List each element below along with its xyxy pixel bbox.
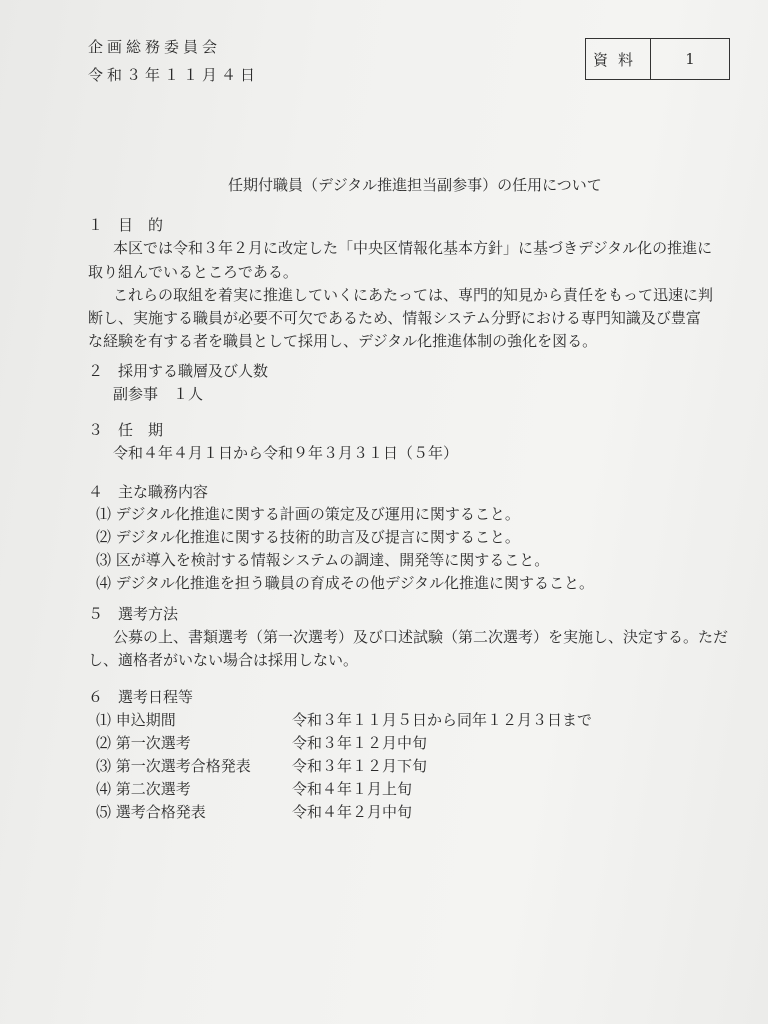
schedule-date: 令和３年１２月下旬 bbox=[292, 757, 428, 775]
section-5-heading: ５ 選考方法 bbox=[88, 605, 179, 623]
committee-name: 企画総務委員会 bbox=[88, 38, 222, 56]
section-1-paragraph-1-line-1: 本区では令和３年２月に改定した「中央区情報化基本方針」に基づきデジタル化の推進に bbox=[113, 239, 713, 257]
section-4-item: ⑴ デジタル化推進に関する計画の策定及び運用に関すること。 bbox=[96, 505, 520, 523]
schedule-label: ⑶ 第一次選考合格発表 bbox=[96, 757, 251, 775]
section-2-body: 副参事 １人 bbox=[113, 385, 204, 403]
schedule-date: 令和４年２月中旬 bbox=[292, 803, 413, 821]
section-1-heading: １ 目 的 bbox=[88, 216, 164, 234]
material-number-box bbox=[585, 38, 730, 80]
section-4-item: ⑶ 区が導入を検討する情報システムの調達、開発等に関すること。 bbox=[96, 551, 550, 569]
schedule-label: ⑷ 第二次選考 bbox=[96, 780, 191, 798]
document-title: 任期付職員（デジタル推進担当副参事）の任用について bbox=[228, 176, 602, 194]
section-6-heading: ６ 選考日程等 bbox=[88, 688, 194, 706]
section-2-heading: ２ 採用する職層及び人数 bbox=[88, 362, 269, 380]
section-4-item: ⑷ デジタル化推進を担う職員の育成その他デジタル化推進に関すること。 bbox=[96, 574, 594, 592]
section-4-item: ⑵ デジタル化推進に関する技術的助言及び提言に関すること。 bbox=[96, 528, 520, 546]
section-1-paragraph-2-line-1: これらの取組を着実に推進していくにあたっては、専門的知見から責任をもって迅速に判 bbox=[113, 286, 714, 304]
section-3-heading: ３ 任 期 bbox=[88, 421, 164, 439]
section-1-paragraph-2-line-2: 断し、実施する職員が必要不可欠であるため、情報システム分野における専門知識及び豊富 bbox=[88, 309, 701, 327]
section-5-line-1: 公募の上、書類選考（第一次選考）及び口述試験（第二次選考）を実施し、決定する。ただ bbox=[113, 628, 729, 646]
schedule-date: 令和４年１月上旬 bbox=[292, 780, 413, 798]
document-date: 令和３年１１月４日 bbox=[88, 66, 260, 84]
schedule-label: ⑸ 選考合格発表 bbox=[96, 803, 206, 821]
material-number: 1 bbox=[685, 50, 695, 68]
schedule-date: 令和３年１１月５日から同年１２月３日まで bbox=[292, 711, 593, 729]
section-4-heading: ４ 主な職務内容 bbox=[88, 483, 209, 501]
material-label: 資料 bbox=[586, 39, 651, 79]
schedule-label: ⑵ 第一次選考 bbox=[96, 734, 191, 752]
section-3-body: 令和４年４月１日から令和９年３月３１日（５年） bbox=[113, 444, 459, 462]
schedule-date: 令和３年１２月中旬 bbox=[292, 734, 428, 752]
schedule-label: ⑴ 申込期間 bbox=[96, 711, 176, 729]
section-1-paragraph-1-line-2: 取り組んでいるところである。 bbox=[88, 263, 298, 281]
section-5-line-2: し、適格者がいない場合は採用しない。 bbox=[88, 651, 359, 669]
section-1-paragraph-2-line-3: な経験を有する者を職員として採用し、デジタル化推進体制の強化を図る。 bbox=[88, 332, 598, 350]
